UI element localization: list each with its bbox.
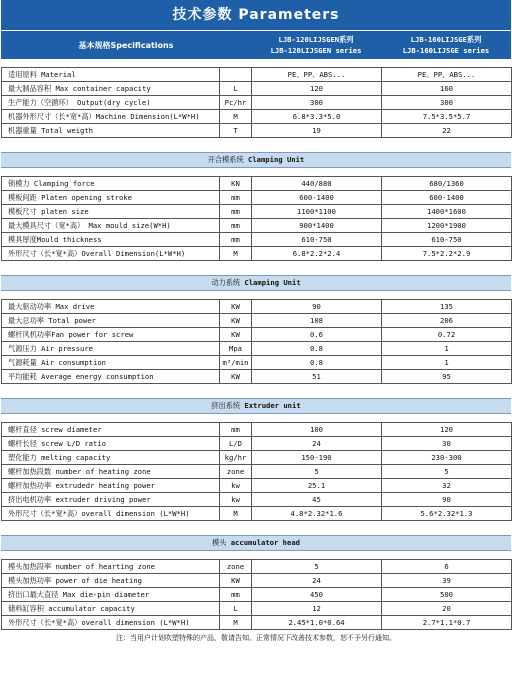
unit-cell: zone <box>220 560 252 574</box>
unit-cell: L/D <box>220 437 252 451</box>
model-a-value-cell: PE、PP、ABS... <box>252 68 382 82</box>
param-name-cell: 最大驱动功率 Max drive <box>2 300 220 314</box>
unit-cell: mm <box>220 233 252 247</box>
model-a-value-cell: 19 <box>252 124 382 138</box>
spacer <box>1 138 511 152</box>
unit-cell: KN <box>220 177 252 191</box>
unit-cell <box>220 68 252 82</box>
model-b-value-cell: 600-1400 <box>382 191 512 205</box>
param-name-cell: 适用原料 Material <box>2 68 220 82</box>
param-name-cell: 螺杆直径 screw diameter <box>2 423 220 437</box>
model-b-value-cell: 300 <box>382 96 512 110</box>
table-row <box>2 82 512 96</box>
model-b-value-cell: 206 <box>382 314 512 328</box>
model-a-value-cell: 100 <box>252 423 382 437</box>
param-name-cell: 模头加热段率 number of hearting zone <box>2 560 220 574</box>
table-row <box>2 68 512 82</box>
param-name-cell: 螺杆长径 screw L/D ratio <box>2 437 220 451</box>
clamping-table <box>1 176 512 261</box>
model-b-value-cell: 6 <box>382 560 512 574</box>
model-a-header <box>251 31 381 59</box>
footnote: 注：当用户计划吹塑特殊的产品，敬请告知。正常情况下改善技术参数，恕不予另行通知。 <box>116 634 396 642</box>
unit-cell: KW <box>220 574 252 588</box>
table-row <box>2 342 512 356</box>
section-title-cn: 开合模系统 <box>207 155 244 164</box>
unit-cell: L <box>220 602 252 616</box>
param-name-cell: 生产能力（空循环） Output(dry cycle) <box>2 96 220 110</box>
model-a-value-cell: 900*1400 <box>252 219 382 233</box>
model-b-value-cell: 610-750 <box>382 233 512 247</box>
model-a-value-cell: 108 <box>252 314 382 328</box>
model-a-value-cell: 5 <box>252 560 382 574</box>
model-b-value-cell: 1200*1900 <box>382 219 512 233</box>
model-a-line2: LJB-120LIJSGEN series <box>270 46 362 55</box>
model-a-value-cell: 5 <box>252 465 382 479</box>
model-b-value-cell: 680/1360 <box>382 177 512 191</box>
spec-header: 基本规格Specifications <box>78 40 174 50</box>
param-name-cell: 塑化能力 melting capacity <box>2 451 220 465</box>
model-b-value-cell: 2.7*1.1*0.7 <box>382 616 512 630</box>
unit-cell: M <box>220 507 252 521</box>
param-name-cell: 模板尺寸 platen size <box>2 205 220 219</box>
model-a-value-cell: 120 <box>252 82 382 96</box>
section-title-cn: 挤出系统 <box>211 401 241 410</box>
spacer <box>1 551 511 559</box>
model-a-value-cell: 610-750 <box>252 233 382 247</box>
table-row <box>2 465 512 479</box>
basic-table <box>1 67 512 138</box>
section-title-en: Clamping Unit <box>244 278 301 287</box>
table-row <box>2 110 512 124</box>
model-b-value-cell: 22 <box>382 124 512 138</box>
model-b-value-cell: 135 <box>382 300 512 314</box>
param-name-cell: 外形尺寸（长*宽*高）Overall Dimension(L*W*H) <box>2 247 220 261</box>
param-name-cell: 模板间距 Platen opening stroke <box>2 191 220 205</box>
section-title-cn: 动力系统 <box>211 278 241 287</box>
model-a-value-cell: 45 <box>252 493 382 507</box>
table-row <box>2 247 512 261</box>
section-title-en: Clamping Unit <box>248 155 305 164</box>
spacer <box>1 168 511 176</box>
unit-cell: zone <box>220 465 252 479</box>
table-row <box>2 451 512 465</box>
table-row <box>2 507 512 521</box>
model-a-value-cell: 51 <box>252 370 382 384</box>
head-table <box>1 559 512 630</box>
model-b-value-cell: 230-300 <box>382 451 512 465</box>
unit-cell: mm <box>220 423 252 437</box>
table-row <box>2 616 512 630</box>
param-name-cell: 平均能耗 Average energy consumption <box>2 370 220 384</box>
spacer <box>1 261 511 275</box>
param-name-cell: 最大模具尺寸（宽*高） Max mould size(W*H) <box>2 219 220 233</box>
unit-cell: T <box>220 124 252 138</box>
model-b-line2: LJB-160LIJSGE series <box>402 46 490 55</box>
model-a-value-cell: 1100*1100 <box>252 205 382 219</box>
table-row <box>2 423 512 437</box>
model-a-value-cell: 4.8*2.32*1.6 <box>252 507 382 521</box>
unit-cell: kw <box>220 479 252 493</box>
table-row <box>2 560 512 574</box>
model-b-value-cell: 120 <box>382 423 512 437</box>
table-header <box>1 30 511 59</box>
model-a-value-cell: 24 <box>252 437 382 451</box>
unit-cell: mm <box>220 219 252 233</box>
unit-cell: L <box>220 82 252 96</box>
model-a-value-cell: 2.45*1.0*0.64 <box>252 616 382 630</box>
model-a-value-cell: 450 <box>252 588 382 602</box>
unit-cell: Mpa <box>220 342 252 356</box>
model-b-value-cell: 1400*1600 <box>382 205 512 219</box>
unit-cell: KW <box>220 300 252 314</box>
model-a-value-cell: 6.8*3.3*5.0 <box>252 110 382 124</box>
spacer <box>1 384 511 398</box>
unit-cell: M <box>220 616 252 630</box>
model-a-value-cell: 150-190 <box>252 451 382 465</box>
param-name-cell: 螺杆风机功率Fan power for screw <box>2 328 220 342</box>
table-row <box>2 493 512 507</box>
section-title-cn: 模头 <box>212 538 227 547</box>
table-row <box>2 124 512 138</box>
unit-cell: KW <box>220 370 252 384</box>
param-name-cell: 模头加热功率 power of die heating <box>2 574 220 588</box>
extruder-table <box>1 422 512 521</box>
param-name-cell: 最大总功率 Total power <box>2 314 220 328</box>
model-b-value-cell: 39 <box>382 574 512 588</box>
table-row <box>2 479 512 493</box>
table-row <box>2 574 512 588</box>
model-b-value-cell: 20 <box>382 602 512 616</box>
model-a-value-cell: 12 <box>252 602 382 616</box>
spacer <box>1 291 511 299</box>
param-name-cell: 气源压力 Air pressure <box>2 342 220 356</box>
unit-cell: KW <box>220 328 252 342</box>
unit-cell: M <box>220 247 252 261</box>
unit-cell: kg/hr <box>220 451 252 465</box>
model-a-value-cell: 90 <box>252 300 382 314</box>
model-a-value-cell: 440/880 <box>252 177 382 191</box>
model-a-value-cell: 300 <box>252 96 382 110</box>
param-name-cell: 螺杆加热功率 extrudedr heating power <box>2 479 220 493</box>
model-b-value-cell: 0.72 <box>382 328 512 342</box>
model-a-line1: LJB-120LIJSGEN系列 <box>278 35 354 44</box>
model-b-value-cell: 95 <box>382 370 512 384</box>
table-row <box>2 602 512 616</box>
spacer <box>1 521 511 535</box>
model-a-value-cell: 6.8*2.2*2.4 <box>252 247 382 261</box>
model-a-value-cell: 25.1 <box>252 479 382 493</box>
spacer <box>1 59 511 67</box>
model-a-value-cell: 0.8 <box>252 342 382 356</box>
model-b-value-cell: 5.6*2.32*1.3 <box>382 507 512 521</box>
model-a-value-cell: 0.6 <box>252 328 382 342</box>
table-row <box>2 300 512 314</box>
param-name-cell: 机器重量 Total weigth <box>2 124 220 138</box>
model-b-value-cell: 30 <box>382 437 512 451</box>
unit-cell: KW <box>220 314 252 328</box>
model-b-value-cell: 7.5*3.5*5.7 <box>382 110 512 124</box>
model-a-value-cell: 24 <box>252 574 382 588</box>
table-row <box>2 219 512 233</box>
model-b-value-cell: 5 <box>382 465 512 479</box>
section-extruder <box>1 398 511 414</box>
model-a-value-cell: 0.8 <box>252 356 382 370</box>
unit-cell: mm <box>220 588 252 602</box>
model-b-header <box>381 31 511 59</box>
unit-cell: m³/min <box>220 356 252 370</box>
param-name-cell: 挤出口最大直径 Max die-pin diameter <box>2 588 220 602</box>
model-b-value-cell: 90 <box>382 493 512 507</box>
model-b-value-cell: PE、PP、ABS... <box>382 68 512 82</box>
param-name-cell: 外形尺寸（长*宽*高）overall dimension (L*W*H) <box>2 507 220 521</box>
param-name-cell: 螺杆加热段数 number of heating zone <box>2 465 220 479</box>
model-b-value-cell: 500 <box>382 588 512 602</box>
table-row <box>2 370 512 384</box>
model-b-value-cell: 160 <box>382 82 512 96</box>
unit-cell: Pc/hr <box>220 96 252 110</box>
section-title-en: Extruder unit <box>244 401 301 410</box>
table-row <box>2 356 512 370</box>
model-b-value-cell: 7.5*2.2*2.9 <box>382 247 512 261</box>
param-name-cell: 储料缸容积 accumulator capacity <box>2 602 220 616</box>
table-row <box>2 205 512 219</box>
power-table <box>1 299 512 384</box>
table-row <box>2 437 512 451</box>
table-row <box>2 314 512 328</box>
param-name-cell: 挤出电机功率 extruder driving power <box>2 493 220 507</box>
spacer <box>1 414 511 422</box>
section-head <box>1 535 511 551</box>
section-title-en: accumulator head <box>230 538 300 547</box>
model-a-value-cell: 600-1400 <box>252 191 382 205</box>
page-title: 技术参数 Parameters <box>1 0 511 30</box>
table-row <box>2 191 512 205</box>
model-b-line1: LJB-160LIJSGE系列 <box>410 35 482 44</box>
section-clamping <box>1 152 511 168</box>
table-row <box>2 177 512 191</box>
param-name-cell: 最大制品容积 Max container capacity <box>2 82 220 96</box>
unit-cell: M <box>220 110 252 124</box>
model-b-value-cell: 1 <box>382 342 512 356</box>
unit-cell: mm <box>220 191 252 205</box>
section-power <box>1 275 511 291</box>
table-row <box>2 96 512 110</box>
unit-cell: kw <box>220 493 252 507</box>
model-b-value-cell: 32 <box>382 479 512 493</box>
parameters-sheet <box>1 0 511 643</box>
param-name-cell: 机器外形尺寸（长*宽*高）Machine Dimension(L*W*H) <box>2 110 220 124</box>
param-name-cell: 锁模力 Clamping force <box>2 177 220 191</box>
table-row <box>2 233 512 247</box>
unit-cell: mm <box>220 205 252 219</box>
param-name-cell: 外形尺寸（长*宽*高）overall dimension (L*W*H) <box>2 616 220 630</box>
table-row <box>2 588 512 602</box>
param-name-cell: 气源耗量 Air consumption <box>2 356 220 370</box>
param-name-cell: 模具厚度Mould thickness <box>2 233 220 247</box>
model-b-value-cell: 1 <box>382 356 512 370</box>
table-row <box>2 328 512 342</box>
